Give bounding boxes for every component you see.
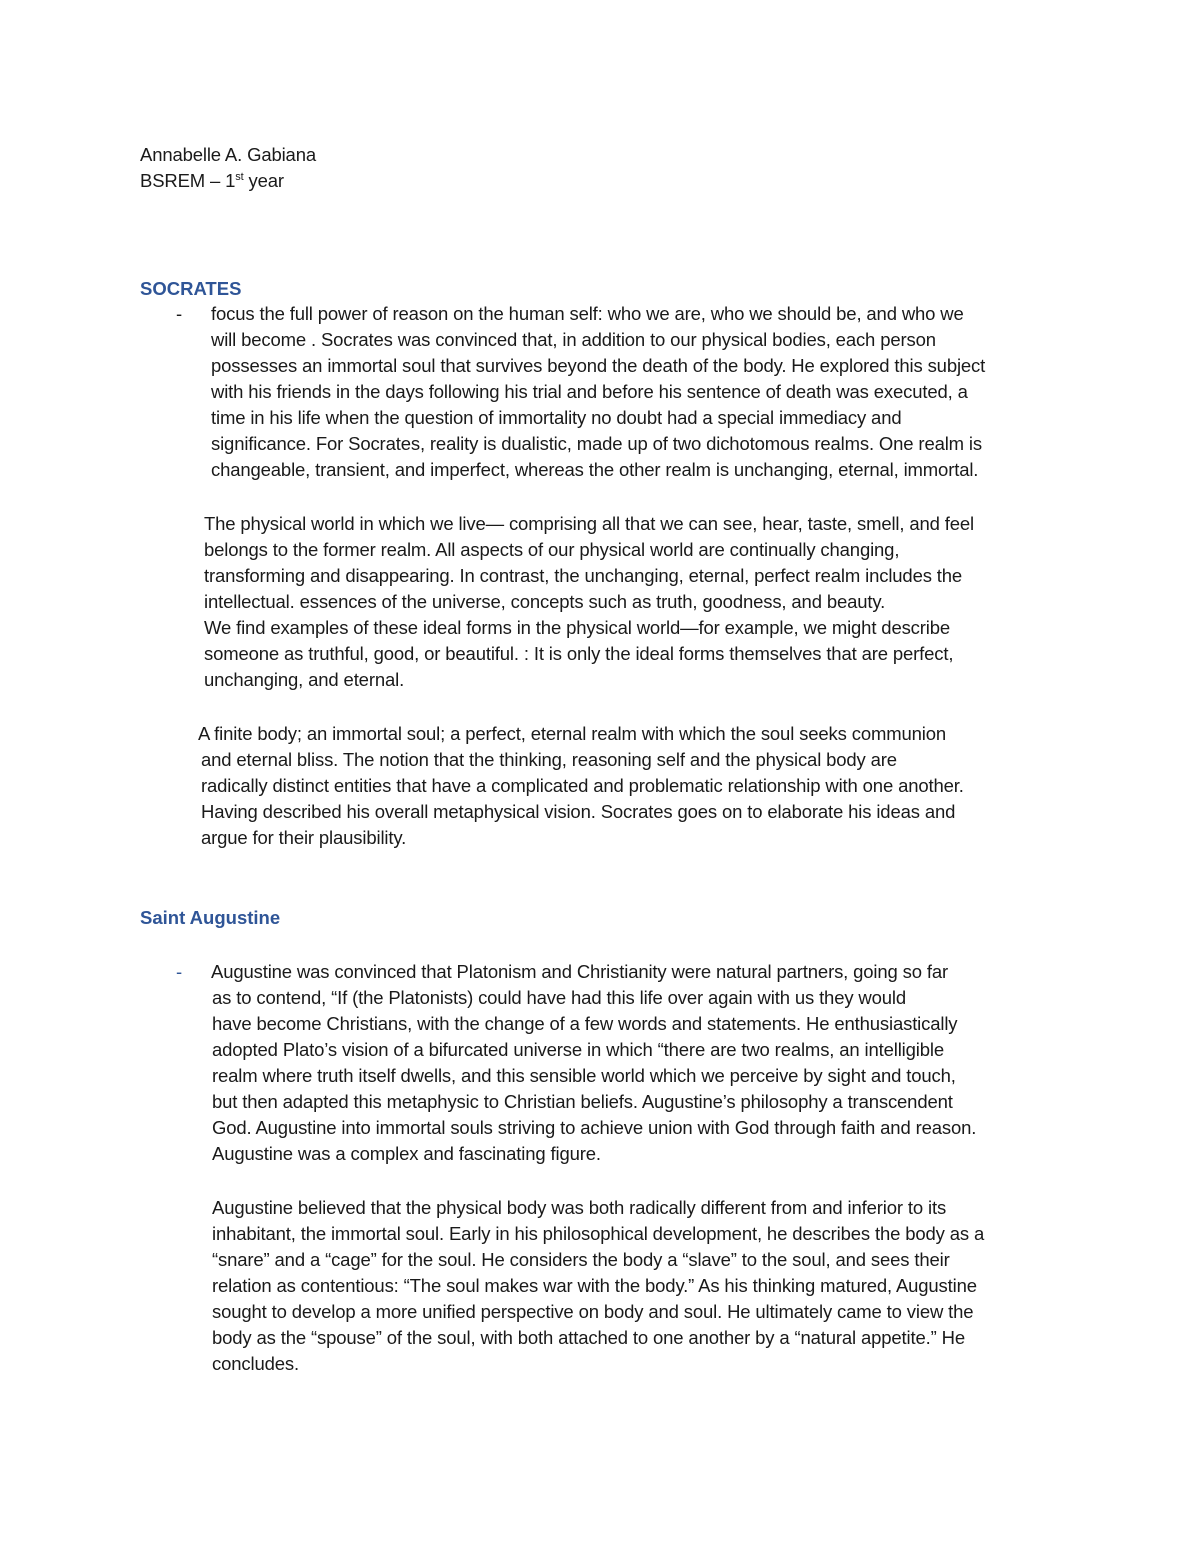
paragraph-line: changeable, transient, and imperfect, whereas the other realm is unchanging, eternal, immortal. — [211, 459, 979, 480]
paragraph-line: transforming and disappearing. In contrast, the unchanging, eternal, perfect realm includes the — [204, 565, 963, 586]
section-heading-socrates: SOCRATES — [140, 278, 242, 299]
paragraph-line: radically distinct entities that have a complicated and problematic relationship with one another. — [201, 775, 964, 796]
paragraph-line: Augustine was convinced that Platonism and Christianity were natural partners, going so far — [211, 961, 949, 982]
paragraph-line: unchanging, and eternal. — [204, 669, 405, 690]
paragraph-line: significance. For Socrates, reality is dualistic, made up of two dichotomous realms. One realm is — [211, 433, 982, 454]
paragraph-line: time in his life when the question of immortality no doubt had a special immediacy and — [211, 407, 902, 428]
paragraph-line: will become . Socrates was convinced that, in addition to our physical bodies, each person — [211, 329, 936, 350]
section-heading-augustine: Saint Augustine — [140, 907, 281, 928]
paragraph-line: Augustine believed that the physical body was both radically different from and inferior to its — [212, 1197, 947, 1218]
paragraph-line: with his friends in the days following his trial and before his sentence of death was executed, a — [211, 381, 968, 402]
paragraph-line: A finite body; an immortal soul; a perfect, eternal realm with which the soul seeks communion — [198, 723, 946, 744]
paragraph-line: concludes. — [212, 1353, 299, 1374]
paragraph-line: realm where truth itself dwells, and this sensible world which we perceive by sight and touch, — [212, 1065, 956, 1086]
course-prefix: BSREM – 1 — [140, 170, 236, 191]
bullet-dash: - — [176, 303, 183, 324]
paragraph-line: have become Christians, with the change of a few words and statements. He enthusiastically — [212, 1013, 958, 1034]
paragraph-line: The physical world in which we live— comprising all that we can see, hear, taste, smell, and feel — [204, 513, 975, 534]
paragraph-line: sought to develop a more unified perspective on body and soul. He ultimately came to view the — [212, 1301, 974, 1322]
paragraph-line: argue for their plausibility. — [201, 827, 407, 848]
paragraph-line: someone as truthful, good, or beautiful. : It is only the ideal forms themselves that are perfect, — [204, 643, 954, 664]
paragraph-line: as to contend, “If (the Platonists) could have had this life over again with us they would — [212, 987, 907, 1008]
paragraph-line: We find examples of these ideal forms in the physical world—for example, we might describe — [204, 617, 951, 638]
paragraph-line: inhabitant, the immortal soul. Early in his philosophical development, he describes the body as a — [212, 1223, 985, 1244]
paragraph-line: focus the full power of reason on the human self: who we are, who we should be, and who we — [211, 303, 964, 324]
paragraph-line: God. Augustine into immortal souls striving to achieve union with God through faith and reason. — [212, 1117, 977, 1138]
paragraph-line: and eternal bliss. The notion that the thinking, reasoning self and the physical body are — [201, 749, 897, 770]
paragraph-line: belongs to the former realm. All aspects of our physical world are continually changing, — [204, 539, 900, 560]
paragraph-line: adopted Plato’s vision of a bifurcated universe in which “there are two realms, an intelligible — [212, 1039, 944, 1060]
paragraph-line: Having described his overall metaphysical vision. Socrates goes on to elaborate his ideas and — [201, 801, 956, 822]
course-ordinal-suffix: st — [235, 171, 244, 183]
course-suffix: year — [243, 170, 284, 191]
paragraph-line: relation as contentious: “The soul makes war with the body.” As his thinking matured, Augustine — [212, 1275, 977, 1296]
paragraph-line: “snare” and a “cage” for the soul. He considers the body a “slave” to the soul, and sees their — [212, 1249, 950, 1270]
paragraph-line: Augustine was a complex and fascinating figure. — [212, 1143, 601, 1164]
author-name: Annabelle A. Gabiana — [140, 144, 316, 165]
paragraph-line: intellectual. essences of the universe, concepts such as truth, goodness, and beauty. — [204, 591, 886, 612]
course-year — [140, 168, 284, 194]
bullet-dash: - — [176, 961, 183, 982]
paragraph-line: possesses an immortal soul that survives beyond the death of the body. He explored this subject — [211, 355, 986, 376]
paragraph-line: but then adapted this metaphysic to Christian beliefs. Augustine’s philosophy a transcendent — [212, 1091, 953, 1112]
paragraph-line: body as the “spouse” of the soul, with both attached to one another by a “natural appetite.” He — [212, 1327, 965, 1348]
